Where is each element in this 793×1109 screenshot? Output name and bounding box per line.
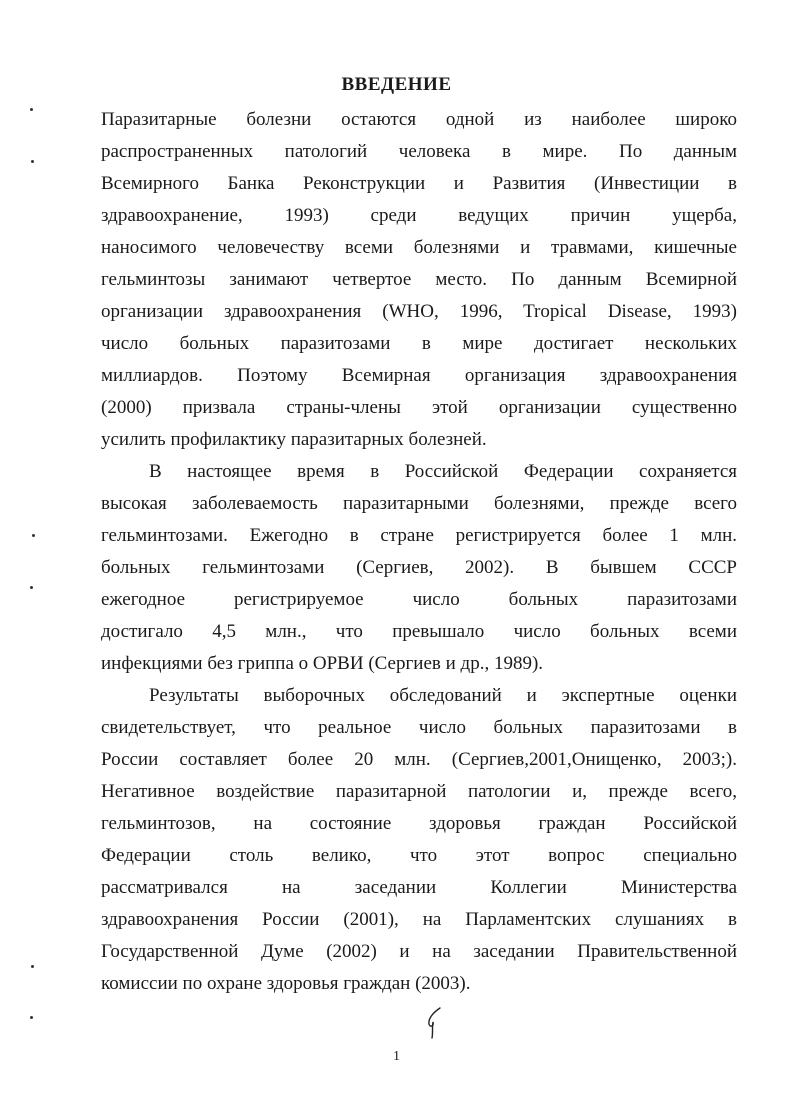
paragraph-2-line-4: больных гельминтозами (Сергиев, 2002). В бывшем СССР [101, 557, 737, 578]
scan-speck [30, 586, 33, 589]
paragraph-3-line-4: Негативное воздействие паразитарной патологии и, прежде всего, [101, 781, 737, 802]
paragraph-3-line-6: Федерации столь велико, что этот вопрос специально [101, 845, 737, 866]
paragraph-2-line-6: достигало 4,5 млн., что превышало число больных всеми [101, 621, 737, 642]
paragraph-2-line-3: гельминтозами. Ежегодно в стране регистрируется более 1 млн. [101, 525, 737, 546]
paragraph-3-line-3: России составляет более 20 млн. (Сергиев,2001,Онищенко, 2003;). [101, 749, 737, 770]
paragraph-3-line-5: гельминтозов, на состояние здоровья граждан Российской [101, 813, 737, 834]
paragraph-1-line-8: число больных паразитозами в мире достигает нескольких [101, 333, 737, 354]
document-body [101, 104, 737, 1000]
document-title: ВВЕДЕНИЕ [341, 74, 452, 95]
paragraph-1-line-10: (2000) призвала страны-члены этой организации существенно [101, 397, 737, 418]
handwritten-signature [424, 1006, 444, 1040]
page-number: 1 [393, 1049, 400, 1064]
paragraph-3-line-9: Государственной Думе (2002) и на заседании Правительственной [101, 941, 737, 962]
scan-speck [31, 965, 34, 968]
paragraph-2-line-5: ежегодное регистрируемое число больных паразитозами [101, 589, 737, 610]
paragraph-1-line-5: наносимого человечеству всеми болезнями и травмами, кишечные [101, 237, 737, 258]
paragraph-3-line-8: здравоохранения России (2001), на Парламентских слушаниях в [101, 909, 737, 930]
paragraph-1-line-4: здравоохранение, 1993) среди ведущих причин ущерба, [101, 205, 737, 226]
paragraph-1-line-3: Всемирного Банка Реконструкции и Развития (Инвестиции в [101, 173, 737, 194]
paragraph-3-line-10: комиссии по охране здоровья граждан (2003). [101, 973, 471, 994]
scan-speck [30, 1016, 33, 1019]
paragraph-2-line-2: высокая заболеваемость паразитарными болезнями, прежде всего [101, 493, 737, 514]
scan-speck [31, 160, 34, 163]
paragraph-2-line-1: В настоящее время в Российской Федерации сохраняется [149, 461, 737, 482]
scan-speck [30, 108, 33, 111]
paragraph-2-line-7: инфекциями без гриппа о ОРВИ (Сергиев и др., 1989). [101, 653, 544, 674]
paragraph-1-line-9: миллиардов. Поэтому Всемирная организация здравоохранения [101, 365, 737, 386]
paragraph-3-line-1: Результаты выборочных обследований и экспертные оценки [149, 685, 737, 706]
paragraph-1-line-11: усилить профилактику паразитарных болезней. [101, 429, 487, 450]
paragraph-1-line-1: Паразитарные болезни остаются одной из наиболее широко [101, 109, 737, 130]
paragraph-1-line-2: распространенных патологий человека в мире. По данным [101, 141, 737, 162]
paragraph-3-line-7: рассматривался на заседании Коллегии Министерства [101, 877, 737, 898]
paragraph-3-line-2: свидетельствует, что реальное число больных паразитозами в [101, 717, 737, 738]
paragraph-1-line-6: гельминтозы занимают четвертое место. По данным Всемирной [101, 269, 737, 290]
paragraph-1-line-7: организации здравоохранения (WHO, 1996, Tropical Disease, 1993) [101, 301, 737, 322]
scan-speck [32, 534, 35, 537]
